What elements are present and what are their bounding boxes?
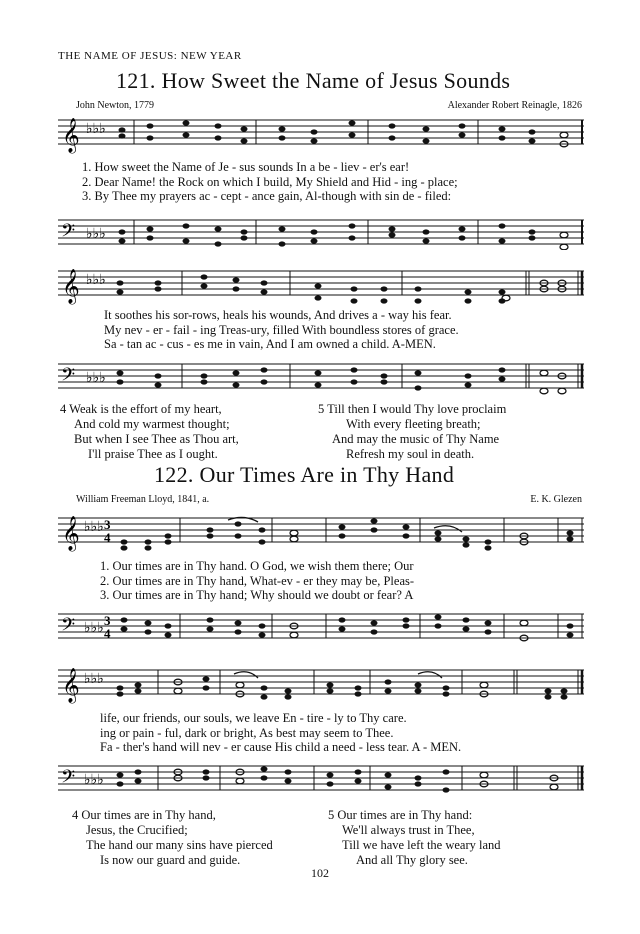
svg-text:3: 3: [104, 613, 111, 628]
hymn-author: William Freeman Lloyd, 1841, a.: [76, 494, 210, 505]
svg-text:♭♭♭: ♭♭♭: [84, 621, 104, 636]
verse-block-left: [72, 808, 273, 868]
lyric-line: life, our friends, our souls, we leave En - tire - ly to Thy care.: [100, 711, 407, 725]
svg-text:3: 3: [104, 517, 111, 532]
svg-text:𝄞: 𝄞: [62, 668, 80, 703]
verse-line: Till we have left the weary land: [342, 838, 501, 852]
lyric-line: 3. Our times are in Thy hand; Why should we doubt or fear? A: [100, 588, 414, 602]
svg-text:♭♭♭: ♭♭♭: [86, 273, 106, 288]
svg-text:♭♭♭: ♭♭♭: [86, 371, 106, 386]
lyric-line: 1. Our times are in Thy hand. O God, we wish them there; Our: [100, 559, 414, 573]
verse-line: 5 Our times are in Thy hand:: [328, 808, 473, 822]
lyric-line: 1. How sweet the Name of Je - sus sounds In a be - liev - er's ear!: [82, 160, 410, 174]
verse-line: And all Thy glory see.: [356, 853, 468, 867]
lyrics-block: [82, 160, 458, 204]
hymn-title-text: Our Times Are in Thy Hand: [199, 462, 455, 487]
verse-block-right: [318, 402, 506, 462]
hymn-title-text: How Sweet the Name of Jesus Sounds: [161, 68, 511, 93]
lyric-line: It soothes his sor-rows, heals his wounds, And drives a - way his fear.: [104, 308, 452, 322]
svg-text:𝄞: 𝄞: [62, 269, 80, 304]
lyric-line: 3. By Thee my prayers ac - cept - ance gain, Al-though with sin de - filed:: [82, 189, 452, 203]
treble-staff: [58, 512, 584, 558]
svg-text:♭♭♭: ♭♭♭: [84, 520, 104, 535]
lyric-line: My nev - er - fail - ing Treas-ury, filled With boundless stores of grace.: [104, 322, 459, 337]
svg-text:♭♭♭: ♭♭♭: [84, 672, 104, 687]
treble-staff: [58, 664, 584, 710]
svg-text:𝄞: 𝄞: [62, 516, 80, 551]
verse-line: 4 Weak is the effort of my heart,: [60, 402, 222, 416]
hymn-composer: Alexander Robert Reinagle, 1826: [447, 100, 582, 111]
hymn-number: 121.: [116, 68, 156, 93]
bass-staff: [58, 352, 584, 396]
treble-staff: [58, 117, 584, 157]
verse-block-right: [328, 808, 501, 868]
svg-text:𝄢: 𝄢: [61, 767, 76, 792]
lyric-line: ing or pain - ful, dark or bright, As best may seem to Thee.: [100, 725, 394, 740]
bass-staff: [58, 208, 584, 250]
svg-text:4: 4: [104, 626, 111, 641]
lyric-line: 2. Our times are in Thy hand, What-ev - er they may be, Pleas-: [100, 573, 415, 588]
hymn-author: John Newton, 1779: [76, 100, 155, 111]
lyric-line: 2. Dear Name! the Rock on which I build, My Shield and Hid - ing - place;: [82, 174, 458, 189]
verse-line: And may the music of Thy Name: [332, 432, 500, 446]
verse-line: We'll always trust in Thee,: [342, 823, 475, 837]
verse-line: With every fleeting breath;: [346, 417, 481, 431]
verse-line: But when I see Thee as Thou art,: [74, 432, 239, 446]
page-number: 102: [311, 866, 329, 880]
verse-line: And cold my warmest thought;: [74, 417, 230, 431]
lyric-line: Fa - ther's hand will nev - er cause His child a need - less tear. A - MEN.: [100, 740, 462, 754]
hymn-title: [154, 462, 454, 488]
verse-line: I'll praise Thee as I ought.: [88, 447, 218, 461]
lyrics-block: [104, 308, 459, 352]
bass-staff: [58, 756, 584, 800]
lyric-line: Sa - tan ac - cus - es me in vain, And I am owned a child. A-MEN.: [104, 337, 436, 351]
svg-text:♭♭♭: ♭♭♭: [84, 773, 104, 788]
hymn-composer: E. K. Glezen: [530, 494, 582, 505]
svg-text:𝄢: 𝄢: [61, 615, 76, 640]
lyrics-block: [100, 711, 461, 755]
svg-text:𝄢: 𝄢: [61, 365, 76, 390]
hymn-number: 122.: [154, 462, 194, 487]
svg-text:♭♭♭: ♭♭♭: [86, 122, 106, 137]
svg-text:𝄞: 𝄞: [62, 118, 80, 153]
lyrics-block: [100, 559, 414, 603]
verse-line: 5 Till then I would Thy love proclaim: [318, 402, 507, 416]
hymn-title: [116, 68, 510, 94]
verse-line: Refresh my soul in death.: [346, 447, 475, 461]
svg-text:♭♭♭: ♭♭♭: [86, 227, 106, 242]
section-header: THE NAME OF JESUS: NEW YEAR: [58, 50, 242, 62]
svg-text:𝄢: 𝄢: [61, 221, 76, 246]
svg-text:4: 4: [104, 530, 111, 545]
bass-staff: [58, 604, 584, 648]
verse-line: 4 Our times are in Thy hand,: [72, 808, 216, 822]
treble-staff: [58, 268, 584, 308]
verse-line: Is now our guard and guide.: [100, 853, 241, 867]
verse-line: The hand our many sins have pierced: [86, 838, 273, 852]
verse-block-left: [60, 402, 239, 462]
verse-line: Jesus, the Crucified;: [86, 823, 188, 837]
